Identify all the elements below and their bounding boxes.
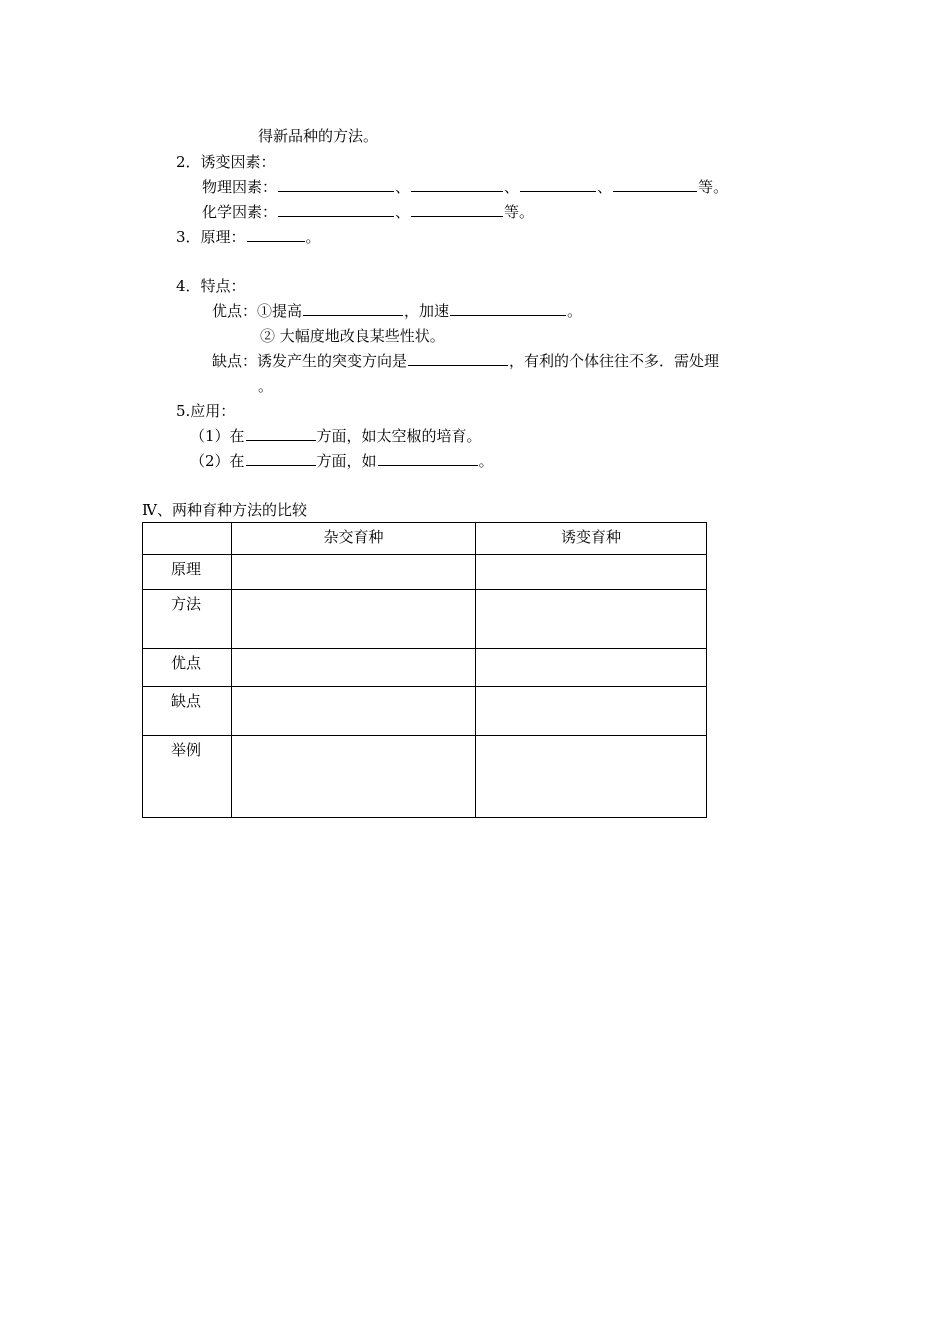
comparison-table xyxy=(142,522,707,818)
blank-field[interactable] xyxy=(246,451,316,466)
table-cell[interactable] xyxy=(232,687,476,736)
table-cell[interactable] xyxy=(476,649,707,687)
text-line-mutagen-factors: 2．诱变因素： xyxy=(176,153,276,171)
text-line-features: 4．特点： xyxy=(176,277,246,295)
blank-field[interactable] xyxy=(378,451,478,466)
table-cell[interactable] xyxy=(232,649,476,687)
text-line-advantage-2: ② 大幅度地改良某些性状。 xyxy=(260,327,445,345)
text-line-advantages: 优点：①提高 ，加速 。 xyxy=(212,302,583,320)
text-line-chemical-factors: 化学因素： 、 等。 xyxy=(202,203,535,221)
row-header-examples: 举例 xyxy=(143,736,232,818)
table-row xyxy=(143,555,707,590)
table-header-row xyxy=(143,523,707,555)
text-line-application-2: （2）在 方面，如 。 xyxy=(190,452,494,470)
column-header-hybrid: 杂交育种 xyxy=(232,523,476,555)
table-cell[interactable] xyxy=(232,736,476,818)
table-cell[interactable] xyxy=(476,687,707,736)
blank-field[interactable] xyxy=(411,177,503,192)
table-row xyxy=(143,649,707,687)
blank-field[interactable] xyxy=(247,227,305,242)
row-header-principle: 原理 xyxy=(143,555,232,590)
text-line-period: 。 xyxy=(258,377,274,395)
text-line-physical-factors: 物理因素： 、 、 、 等。 xyxy=(202,178,729,196)
column-header-mutation: 诱变育种 xyxy=(476,523,707,555)
text-line-principle: 3．原理： 。 xyxy=(176,228,321,246)
text-line-1: 得新品种的方法。 xyxy=(258,127,379,145)
table-cell[interactable] xyxy=(476,555,707,590)
blank-field[interactable] xyxy=(246,426,316,441)
table-row xyxy=(143,736,707,818)
row-header-advantages: 优点 xyxy=(143,649,232,687)
blank-field[interactable] xyxy=(278,202,394,217)
text-line-application-1: （1）在 方面，如太空椒的培育。 xyxy=(190,427,482,445)
table-cell[interactable] xyxy=(232,555,476,590)
row-header-disadvantages: 缺点 xyxy=(143,687,232,736)
blank-field[interactable] xyxy=(303,301,403,316)
text-line-applications: 5.应用： xyxy=(176,402,236,420)
section-title: Ⅳ、两种育种方法的比较 xyxy=(142,501,307,519)
table-corner-cell xyxy=(143,523,232,555)
blank-field[interactable] xyxy=(450,301,566,316)
blank-field[interactable] xyxy=(520,177,596,192)
table-cell[interactable] xyxy=(476,736,707,818)
table-cell[interactable] xyxy=(476,590,707,649)
blank-field[interactable] xyxy=(278,177,394,192)
blank-field[interactable] xyxy=(408,351,508,366)
table-cell[interactable] xyxy=(232,590,476,649)
blank-field[interactable] xyxy=(411,202,503,217)
row-header-method: 方法 xyxy=(143,590,232,649)
text-line-disadvantages: 缺点：诱发产生的突变方向是 ，有利的个体往往不多．需处理 xyxy=(212,352,720,370)
table-row xyxy=(143,687,707,736)
table-row xyxy=(143,590,707,649)
blank-field[interactable] xyxy=(613,177,697,192)
